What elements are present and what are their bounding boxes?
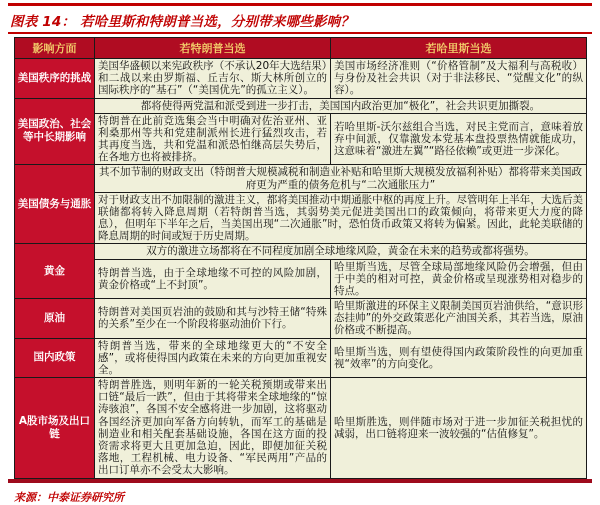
bottom-divider <box>8 479 592 483</box>
table-row <box>15 299 587 339</box>
table-header-row <box>15 38 587 59</box>
col-header-trump: 若特朗普当选 <box>95 38 331 59</box>
row-label-ashare-export: A股市场及出口链 <box>15 378 95 478</box>
cell-trump-oil: 特朗普对美国页岩油的鼓励和其与沙特王储“特殊的关系”至少在一个阶段将驱动油价下行。 <box>95 299 331 339</box>
cell-trump-gold: 特朗普当选，由于全球地缘不可控的风险加剧，黄金价格或“上不封顶”。 <box>95 259 331 299</box>
cell-harris-domestic-policy: 哈里斯当选，则有望使得国内政策阶段性的向更加重视“效率”的方向变化。 <box>331 338 587 378</box>
cell-harris-us-order: 美国市场经济准则（“价格管制”及大福利与高税收）与身份及社会共识（对于非法移民、“觉醒文化”的纵容）。 <box>331 59 587 99</box>
row-label-us-order: 美国秩序的挑战 <box>15 59 95 99</box>
col-header-aspect: 影响方面 <box>15 38 95 59</box>
cell-trump-ashare-export: 特朗普胜选，则明年新的一轮关税预期或带来出口链“最后一跌”，但由于其将带来全球地缘的“惊涛骇浪”，各国不安全感将进一步加剧，这将驱动各国经济更加向军备方向转轨，而军工的基础是制造业和相关配套基础设施，各国在这方面的投资需求将更大且更加急迫，因此，即便加征关税落地，工程机械、电力设备、“军民两用”产品的出口订单亦不会受太大影响。 <box>95 378 331 478</box>
col-header-harris: 若哈里斯当选 <box>331 38 587 59</box>
row-label-gold: 黄金 <box>15 244 95 299</box>
top-divider <box>8 3 592 6</box>
source-note: 来源：中泰证券研究所 <box>14 490 124 504</box>
row-label-oil: 原油 <box>15 299 95 339</box>
table-row <box>15 244 587 259</box>
table-row <box>15 192 587 244</box>
table-row <box>15 259 587 299</box>
cell-merged-debt-summary: 其不加节制的财政支出（特朗普大规模减税和制造业补贴和哈里斯大规模发放福利补贴）都将带来美国政府更为严重的债务危机与“二次通胀压力” <box>95 165 587 192</box>
cell-trump-politics: 特朗普在此前竞选集会当中明确对佐治亚州、亚利桑那州等共和党建制派州长进行猛烈攻击，若其再度当选，共和党温和派恐怕继高层失势后，在各地方也将被排挤。 <box>95 113 331 165</box>
cell-harris-politics: 若哈里斯-沃尔兹组合当选，对民主党而言，意味着放弃中间派，仅靠激发本党基本盘投票热情就能成功，这意味着“激进左翼”“路径依赖”或更进一步深化。 <box>331 113 587 165</box>
cell-harris-ashare-export: 哈里斯胜选，则伴随市场对于进一步加征关税担忧的减弱，出口链将迎来一波较强的“估值修复”。 <box>331 378 587 478</box>
cell-harris-oil: 哈里斯激进的环保主义限制美国页岩油供给，“意识形态挂帅”的外交政策恶化产油国关系，其若当选，原油价格或不断提高。 <box>331 299 587 339</box>
cell-merged-gold: 双方的激进立场都将在不同程度加剧全球地缘风险，黄金在未来的趋势或都将强势。 <box>95 244 587 259</box>
row-label-domestic-policy: 国内政策 <box>15 338 95 378</box>
row-label-debt: 美国债务与通胀 <box>15 165 95 244</box>
cell-trump-us-order: 美国华盛顿以来宪政秩序（不承认20年大选结果）和二战以来由罗斯福、丘吉尔、斯大林所创立的国际秩序的“基石”（“美国优先”的孤立主义）。 <box>95 59 331 99</box>
table-row <box>15 59 587 99</box>
table-row <box>15 113 587 165</box>
row-label-politics: 美国政治、社会等中长期影响 <box>15 98 95 165</box>
table-row <box>15 165 587 192</box>
table-row <box>15 338 587 378</box>
cell-merged-debt-detail: 对于财政支出不加限制的激进主义，都将美国推动中期通胀中枢的再度上升。尽管明年上半年，大选后美联储都将转入降息周期（若特朗普当选，其弱势美元促进美国出口的政策倾向，将带来更大力度的降息），但明年下半年之后，当美国出现“二次通胀”时，恐怕货币政策又将转为偏紧。因此，此轮美联储的降息周期的时间或短于历史周期。 <box>95 192 587 244</box>
table-row <box>15 98 587 113</box>
table-row <box>15 378 587 478</box>
cell-trump-domestic-policy: 特朗普当选，带来的全球地缘更大的“不安全感”，或将使得国内政策在未来的方向更加重视安全。 <box>95 338 331 378</box>
impact-comparison-table <box>14 37 587 479</box>
cell-merged-politics: 都将使得两党温和派受到进一步打击，美国国内政治更加“极化”，社会共识更加撕裂。 <box>95 98 587 113</box>
figure-title-bar <box>8 9 592 34</box>
figure-title: 图表 14： 若哈里斯和特朗普当选，分别带来哪些影响？ <box>10 14 355 30</box>
cell-harris-gold: 哈里斯当选，尽管全球局部地缘风险仍会增强，但由于中美的相对可控，黄金价格或呈现涨势相对稳步的特点。 <box>331 259 587 299</box>
